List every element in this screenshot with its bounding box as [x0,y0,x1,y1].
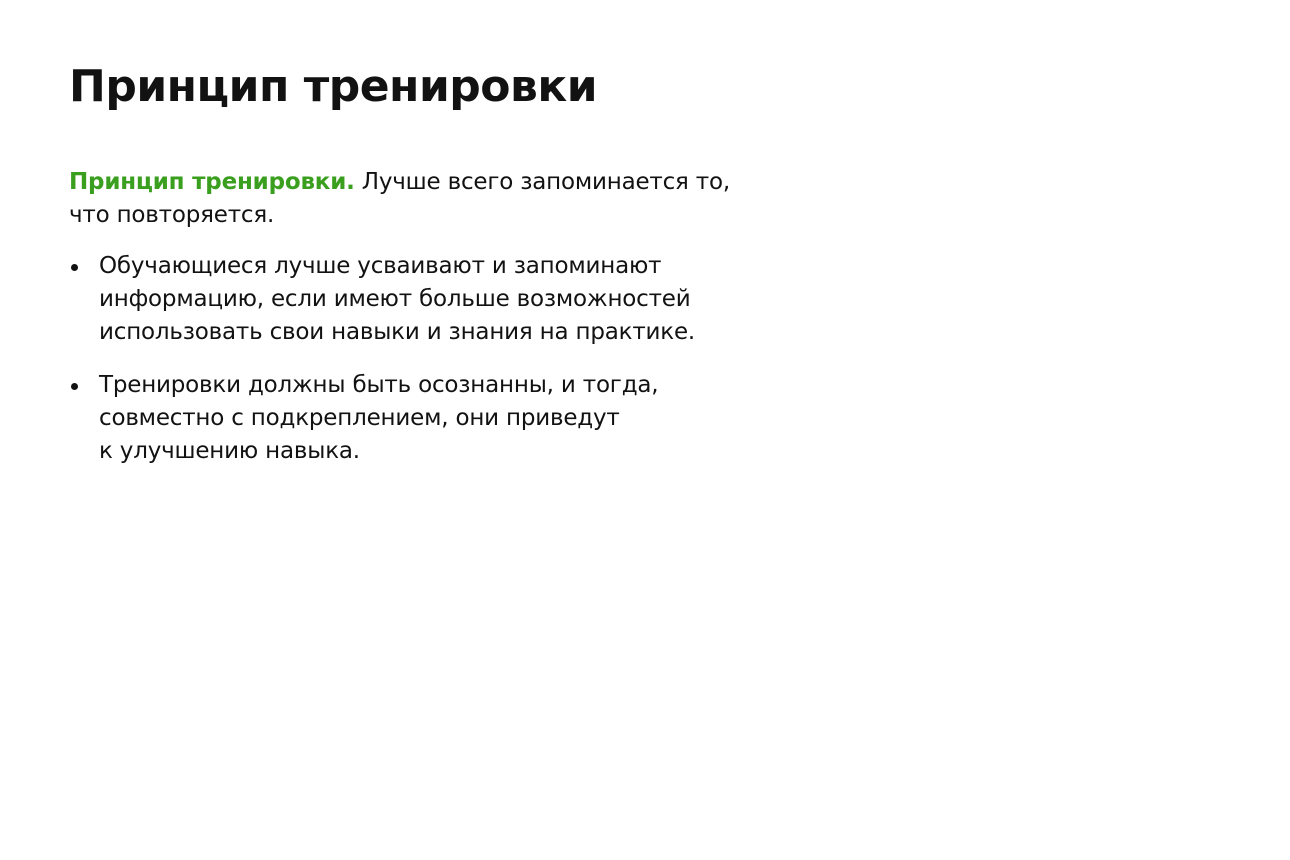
bullet-line: использовать свои навыки и знания на практике. [99,319,696,345]
lead-line-2: что повторяется. [69,202,275,228]
lead-accent-text: Принцип тренировки. [69,169,355,195]
bullet-line: к улучшению навыка. [99,438,360,464]
bullet-dot-icon [71,264,78,271]
slide-body [69,166,799,488]
lead-line-1 [69,166,799,199]
bullet-line: информацию, если имеют больше возможностей [99,286,691,312]
lead-paragraph [69,166,799,232]
lead-line-1-rest: Лучше всего запоминается то, [354,169,730,195]
slide-title: Принцип тренировки [69,61,598,112]
bullet-line: Обучающиеся лучше усваивают и запоминают [99,253,662,279]
bullet-item [69,369,799,468]
bullet-line: совместно с подкреплением, они приведут [99,405,620,431]
bullet-line: Тренировки должны быть осознанны, и тогда, [99,372,659,398]
bullet-list [69,250,799,468]
bullet-dot-icon [71,383,78,390]
bullet-item [69,250,799,349]
